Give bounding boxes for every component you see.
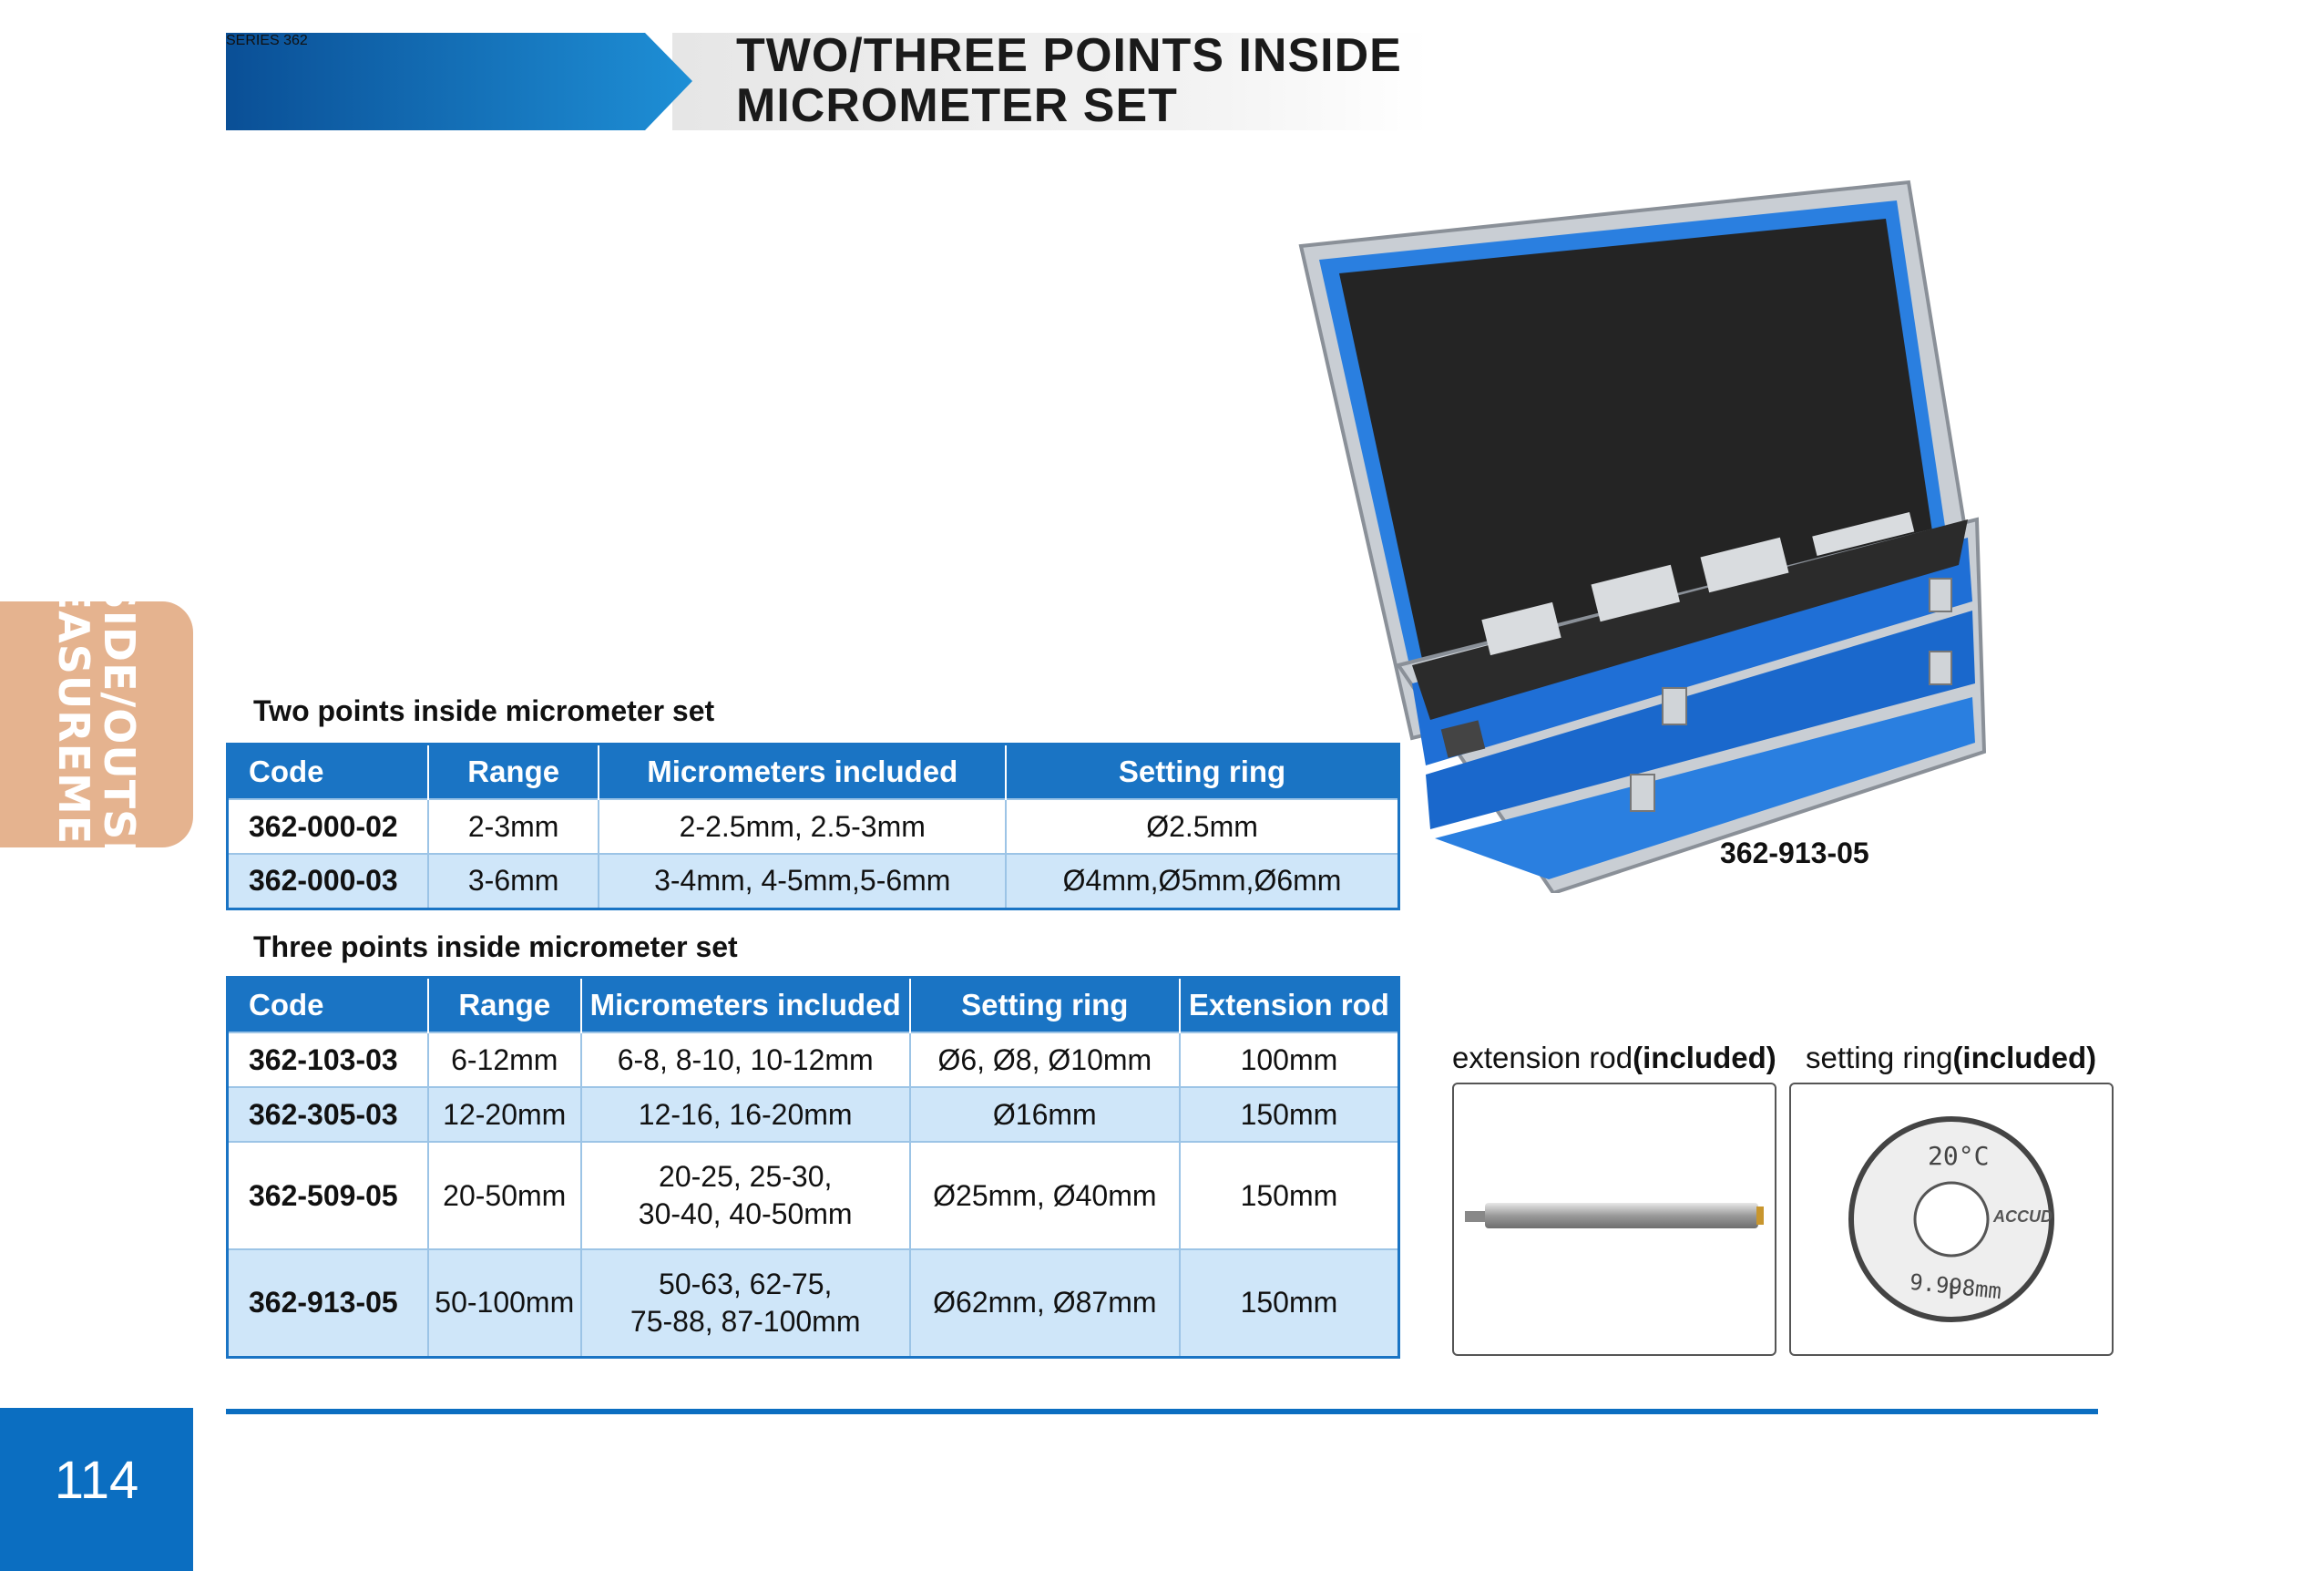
- page-title-line1: TWO/THREE POINTS INSIDE: [736, 29, 1402, 82]
- cell-code: 362-000-02: [228, 799, 428, 854]
- cell-micrometers: 3-4mm, 4-5mm,5-6mm: [599, 854, 1006, 909]
- side-tab-label: [51, 527, 142, 922]
- cell-micrometers-line1: 50-63, 62-75,: [659, 1267, 833, 1300]
- setting-ring-image: [1791, 1084, 2112, 1354]
- setting-ring-note: (included): [1952, 1041, 2097, 1074]
- table-row: [228, 1087, 1399, 1142]
- cell-range: 3-6mm: [428, 854, 599, 909]
- setting-ring-size: 9.998mm: [1908, 1268, 2003, 1305]
- cell-extension-rod: 150mm: [1180, 1087, 1399, 1142]
- setting-ring-image-frame: [1789, 1083, 2114, 1356]
- table-row: [228, 799, 1399, 854]
- cell-micrometers: 6-8, 8-10, 10-12mm: [581, 1032, 910, 1087]
- cell-setting-ring: Ø16mm: [910, 1087, 1180, 1142]
- series-label: SERIES 362: [226, 33, 308, 48]
- setting-ring-label: setting ring: [1806, 1041, 1953, 1074]
- section-side-tab: [0, 527, 193, 922]
- column-header-code: Code: [228, 744, 428, 800]
- side-tab-line1: INSIDE/OUTSIDE: [95, 527, 144, 922]
- cell-range: 20-50mm: [428, 1142, 581, 1249]
- side-tab-line2: MEASUREMENT: [49, 538, 98, 911]
- column-header-code: Code: [228, 978, 428, 1033]
- cell-code: 362-103-03: [228, 1032, 428, 1087]
- column-header-setting-ring: Setting ring: [910, 978, 1180, 1033]
- column-header-range: Range: [428, 978, 581, 1033]
- setting-ring-caption: [1806, 1041, 2096, 1075]
- cell-micrometers: 12-16, 16-20mm: [581, 1087, 910, 1142]
- cell-code: 362-913-05: [228, 1249, 428, 1357]
- column-header-micrometers: Micrometers included: [581, 978, 910, 1033]
- series-label-box: [226, 33, 692, 130]
- product-code-label: 362-913-05: [1720, 837, 1869, 869]
- cell-setting-ring: Ø62mm, Ø87mm: [910, 1249, 1180, 1357]
- page-number: 114: [54, 1451, 139, 1510]
- column-header-extension-rod: Extension rod: [1180, 978, 1399, 1033]
- cell-code: 362-000-03: [228, 854, 428, 909]
- column-header-setting-ring: Setting ring: [1006, 744, 1398, 800]
- extension-rod-image: [1454, 1084, 1775, 1354]
- micrometer-case-image: [1248, 173, 2004, 893]
- cell-setting-ring: Ø25mm, Ø40mm: [910, 1142, 1180, 1249]
- cell-extension-rod: 150mm: [1180, 1249, 1399, 1357]
- page-title-line2: MICROMETER SET: [736, 79, 1178, 132]
- table-row: [228, 1032, 1399, 1087]
- extension-rod-caption: [1452, 1041, 1776, 1075]
- extension-rod-image-frame: [1452, 1083, 1776, 1356]
- cell-setting-ring: Ø4mm,Ø5mm,Ø6mm: [1006, 854, 1398, 909]
- cell-code: 362-305-03: [228, 1087, 428, 1142]
- extension-rod-note: (included): [1633, 1041, 1776, 1074]
- bottom-rule: [226, 1409, 2098, 1414]
- cell-micrometers-line2: 30-40, 40-50mm: [638, 1197, 853, 1230]
- cell-extension-rod: 150mm: [1180, 1142, 1399, 1249]
- extension-rod-label: extension rod: [1452, 1041, 1633, 1074]
- cell-micrometers: [581, 1142, 910, 1249]
- cell-micrometers-line1: 20-25, 25-30,: [659, 1160, 833, 1193]
- cell-setting-ring: Ø6, Ø8, Ø10mm: [910, 1032, 1180, 1087]
- cell-range: 12-20mm: [428, 1087, 581, 1142]
- cell-range: 2-3mm: [428, 799, 599, 854]
- cell-micrometers: 2-2.5mm, 2.5-3mm: [599, 799, 1006, 854]
- table-row: [228, 854, 1399, 909]
- cell-micrometers-line2: 75-88, 87-100mm: [630, 1304, 861, 1338]
- cell-range: 50-100mm: [428, 1249, 581, 1357]
- three-point-heading: Three points inside micrometer set: [253, 930, 738, 963]
- cell-range: 6-12mm: [428, 1032, 581, 1087]
- setting-ring-brand: ACCUD: [1993, 1207, 2053, 1226]
- three-point-table: [226, 976, 1400, 1359]
- cell-setting-ring: Ø2.5mm: [1006, 799, 1398, 854]
- column-header-micrometers: Micrometers included: [599, 744, 1006, 800]
- cell-code: 362-509-05: [228, 1142, 428, 1249]
- table-row: [228, 1249, 1399, 1357]
- cell-extension-rod: 100mm: [1180, 1032, 1399, 1087]
- two-point-heading: Two points inside micrometer set: [253, 694, 715, 727]
- cell-micrometers: [581, 1249, 910, 1357]
- column-header-range: Range: [428, 744, 599, 800]
- two-point-table: [226, 743, 1400, 910]
- table-header-row: [228, 978, 1399, 1033]
- table-row: [228, 1142, 1399, 1249]
- table-header-row: [228, 744, 1399, 800]
- setting-ring-temp: 20°C: [1928, 1141, 1990, 1171]
- page-number-box: [0, 1408, 193, 1571]
- page-title: [736, 31, 1556, 131]
